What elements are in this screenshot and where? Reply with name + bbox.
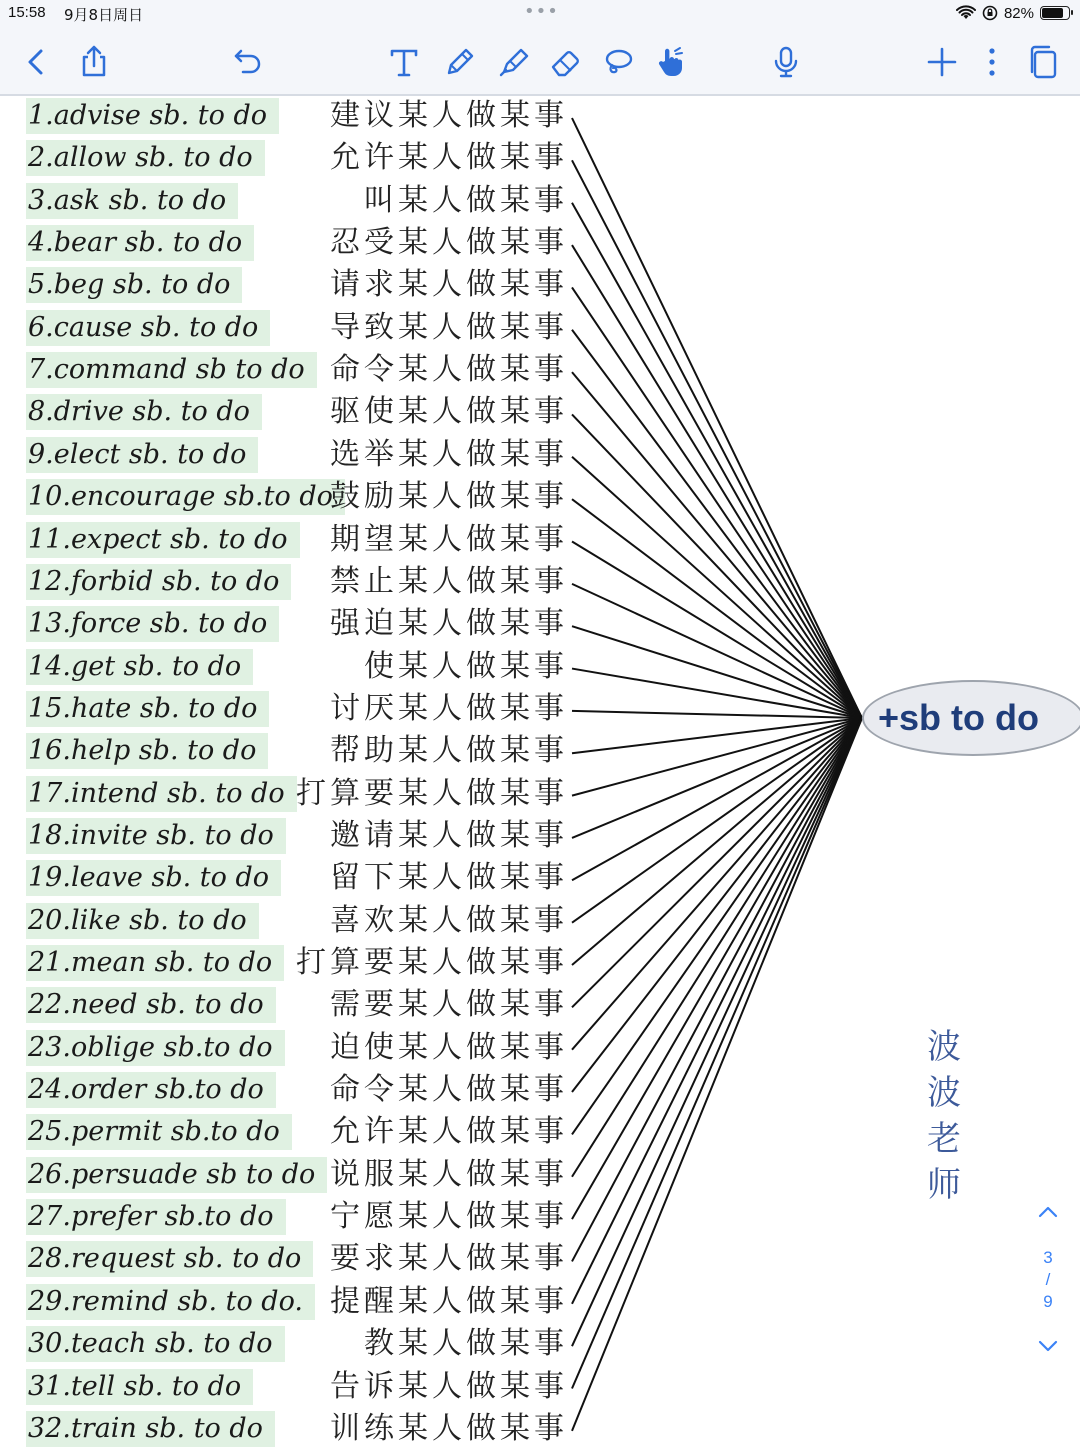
phrase-row bbox=[0, 181, 580, 223]
phrase-row bbox=[0, 858, 580, 900]
page-separator: / bbox=[1045, 1270, 1051, 1289]
phrase-english: 13.force sb. to do bbox=[26, 606, 279, 642]
connector-line bbox=[572, 718, 862, 1007]
phrase-english: 9.elect sb. to do bbox=[26, 437, 258, 473]
phrase-english: 11.expect sb. to do bbox=[26, 522, 300, 558]
phrase-english: 32.train sb. to do bbox=[26, 1411, 275, 1447]
hand-tool-button[interactable] bbox=[650, 42, 690, 82]
phrase-chinese: 喜欢某人做某事 bbox=[330, 902, 568, 938]
phrase-english: 10.encourage sb.to do bbox=[26, 479, 345, 515]
share-button[interactable] bbox=[74, 42, 114, 82]
phrase-english: 25.permit sb.to do bbox=[26, 1114, 292, 1150]
phrase-row bbox=[0, 265, 580, 307]
battery-percent: 82% bbox=[1003, 4, 1034, 22]
phrase-chinese: 驱使某人做某事 bbox=[330, 394, 568, 430]
signature-char: 波 bbox=[927, 1073, 961, 1113]
note-toolbar bbox=[0, 28, 1080, 96]
share-icon bbox=[77, 45, 111, 79]
phrase-english: 23.oblige sb.to do bbox=[26, 1030, 285, 1066]
phrase-chinese: 邀请某人做某事 bbox=[330, 817, 568, 853]
phrase-chinese: 打算要某人做某事 bbox=[296, 945, 568, 980]
phrase-chinese: 说服某人做某事 bbox=[330, 1156, 568, 1192]
current-page: 3 bbox=[1043, 1248, 1053, 1267]
phrase-row bbox=[0, 1070, 580, 1112]
phrase-english: 24.order sb.to do bbox=[26, 1072, 276, 1108]
phrase-english: 21.mean sb. to do bbox=[26, 945, 284, 981]
connector-line bbox=[572, 718, 862, 965]
connector-line bbox=[572, 330, 862, 718]
phrase-row bbox=[0, 1409, 580, 1451]
phrase-english: 22.need sb. to do bbox=[26, 987, 276, 1023]
chevron-down-icon[interactable] bbox=[1034, 1332, 1062, 1360]
connector-line bbox=[572, 718, 862, 1346]
pages-icon bbox=[1027, 45, 1061, 79]
phrase-row bbox=[0, 943, 580, 985]
phrase-chinese: 需要某人做某事 bbox=[330, 987, 568, 1023]
phrase-english: 19.leave sb. to do bbox=[26, 860, 281, 896]
pen-tool-button[interactable] bbox=[440, 42, 480, 82]
phrase-chinese: 留下某人做某事 bbox=[330, 860, 568, 896]
phrase-chinese: 要求某人做某事 bbox=[330, 1241, 568, 1277]
phrase-row bbox=[0, 308, 580, 350]
pen-icon bbox=[443, 45, 477, 79]
phrase-row bbox=[0, 223, 580, 265]
phrase-english: 7.command sb to do bbox=[26, 352, 317, 388]
phrase-english: 27.prefer sb.to do bbox=[26, 1199, 286, 1235]
phrase-row bbox=[0, 1367, 580, 1409]
phrase-row bbox=[0, 689, 580, 731]
total-pages: 9 bbox=[1043, 1292, 1053, 1311]
phrase-english: 8.drive sb. to do bbox=[26, 394, 262, 430]
add-button[interactable] bbox=[922, 42, 962, 82]
phrase-row bbox=[0, 477, 580, 519]
phrase-chinese: 迫使某人做某事 bbox=[330, 1029, 568, 1065]
phrase-row bbox=[0, 816, 580, 858]
wifi-icon bbox=[956, 5, 976, 21]
phrase-english: 12.forbid sb. to do bbox=[26, 564, 291, 600]
highlighter-tool-button[interactable] bbox=[494, 42, 534, 82]
pages-button[interactable] bbox=[1024, 42, 1064, 82]
signature-char: 波 bbox=[927, 1027, 961, 1067]
phrase-english: 31.tell sb. to do bbox=[26, 1369, 253, 1405]
phrase-chinese: 允许某人做某事 bbox=[330, 140, 568, 176]
phrase-row bbox=[0, 138, 580, 180]
phrase-row bbox=[0, 647, 580, 689]
connector-line bbox=[572, 718, 862, 1177]
phrase-row bbox=[0, 1112, 580, 1154]
phrase-row bbox=[0, 901, 580, 943]
phrase-english: 2.allow sb. to do bbox=[26, 140, 265, 176]
connector-line bbox=[572, 669, 862, 718]
phrase-row bbox=[0, 435, 580, 477]
phrase-english: 18.invite sb. to do bbox=[26, 818, 286, 854]
lasso-tool-button[interactable] bbox=[598, 42, 638, 82]
phrase-chinese: 帮助某人做某事 bbox=[330, 733, 568, 769]
lasso-icon bbox=[601, 45, 635, 79]
phrase-chinese: 训练某人做某事 bbox=[330, 1410, 568, 1446]
connector-line bbox=[572, 457, 862, 718]
note-page[interactable] bbox=[0, 96, 1080, 1446]
phrase-english: 26.persuade sb to do bbox=[26, 1157, 327, 1193]
connector-line bbox=[572, 718, 862, 1389]
undo-icon bbox=[231, 45, 265, 79]
phrase-row bbox=[0, 96, 580, 138]
highlighter-icon bbox=[497, 45, 531, 79]
more-icon bbox=[975, 45, 1009, 79]
phrase-chinese: 叫某人做某事 bbox=[364, 182, 568, 218]
phrase-row bbox=[0, 1324, 580, 1366]
phrase-chinese: 禁止某人做某事 bbox=[330, 563, 568, 599]
phrase-english: 17.intend sb. to do bbox=[26, 776, 297, 812]
phrase-row bbox=[0, 562, 580, 604]
lock-rotation-icon bbox=[982, 5, 998, 21]
phrase-row bbox=[0, 1028, 580, 1070]
phrase-chinese: 选举某人做某事 bbox=[330, 436, 568, 472]
phrase-chinese: 宁愿某人做某事 bbox=[330, 1199, 568, 1235]
phrase-chinese: 命令某人做某事 bbox=[330, 352, 568, 388]
phrase-english: 1.advise sb. to do bbox=[26, 98, 279, 134]
phrase-chinese: 提醒某人做某事 bbox=[330, 1283, 568, 1319]
signature-char: 师 bbox=[927, 1165, 961, 1205]
author-signature bbox=[922, 1024, 966, 1208]
connector-line bbox=[572, 718, 862, 1304]
phrase-chinese: 讨厌某人做某事 bbox=[330, 690, 568, 726]
battery-icon bbox=[1040, 6, 1070, 20]
status-time: 15:58 bbox=[8, 4, 46, 21]
connector-line bbox=[572, 160, 862, 718]
phrase-row bbox=[0, 985, 580, 1027]
phrase-english: 15.hate sb. to do bbox=[26, 691, 269, 727]
phrase-english: 4.bear sb. to do bbox=[26, 225, 254, 261]
microphone-button[interactable] bbox=[766, 42, 806, 82]
phrase-row bbox=[0, 604, 580, 646]
phrase-chinese: 请求某人做某事 bbox=[330, 267, 568, 303]
chevron-up-icon[interactable] bbox=[1034, 1198, 1062, 1226]
phrase-english: 20.like sb. to do bbox=[26, 903, 259, 939]
phrase-chinese: 鼓励某人做某事 bbox=[330, 479, 568, 515]
add-icon bbox=[925, 45, 959, 79]
connector-line bbox=[572, 711, 862, 718]
connector-line bbox=[572, 584, 862, 718]
phrase-chinese: 导致某人做某事 bbox=[330, 309, 568, 345]
phrase-row bbox=[0, 774, 580, 816]
center-label: +sb to do bbox=[878, 697, 1039, 738]
multitasking-dots-icon[interactable]: ••• bbox=[524, 1, 559, 22]
phrase-chinese: 命令某人做某事 bbox=[330, 1072, 568, 1108]
phrase-chinese: 忍受某人做某事 bbox=[330, 225, 568, 261]
phrase-english: 30.teach sb. to do bbox=[26, 1326, 285, 1362]
phrase-row bbox=[0, 350, 580, 392]
phrase-chinese: 告诉某人做某事 bbox=[330, 1368, 568, 1404]
phrase-english: 28.request sb. to do bbox=[26, 1241, 313, 1277]
phrase-chinese: 建议某人做某事 bbox=[330, 98, 568, 133]
phrase-chinese: 允许某人做某事 bbox=[330, 1114, 568, 1150]
phrase-english: 29.remind sb. to do. bbox=[26, 1284, 315, 1320]
phrase-row bbox=[0, 731, 580, 773]
status-date: 9月8日周日 bbox=[64, 6, 144, 24]
hand-pointer-icon bbox=[653, 45, 687, 79]
eraser-tool-button[interactable] bbox=[546, 42, 586, 82]
phrase-chinese: 教某人做某事 bbox=[364, 1326, 568, 1362]
phrase-english: 14.get sb. to do bbox=[26, 649, 253, 685]
connector-line bbox=[572, 245, 862, 718]
back-icon bbox=[19, 45, 53, 79]
phrase-row bbox=[0, 1239, 580, 1281]
connector-line bbox=[572, 499, 862, 718]
connector-line bbox=[572, 372, 862, 718]
center-bubble bbox=[862, 680, 1080, 756]
status-indicators bbox=[956, 3, 1070, 23]
status-bar bbox=[0, 0, 1080, 28]
phrase-english: 6.cause sb. to do bbox=[26, 310, 270, 346]
phrase-row bbox=[0, 1197, 580, 1239]
text-tool-icon bbox=[387, 45, 421, 79]
connector-line bbox=[572, 718, 862, 1431]
phrase-english: 5.beg sb. to do bbox=[26, 267, 242, 303]
phrase-english: 3.ask sb. to do bbox=[26, 183, 238, 219]
connector-line bbox=[572, 287, 862, 718]
microphone-icon bbox=[769, 45, 803, 79]
signature-char: 老 bbox=[927, 1119, 961, 1159]
phrase-chinese: 期望某人做某事 bbox=[330, 521, 568, 557]
phrase-chinese: 打算要某人做某事 bbox=[296, 775, 568, 811]
phrase-row bbox=[0, 1282, 580, 1324]
more-options-button[interactable] bbox=[972, 42, 1012, 82]
connector-line bbox=[572, 718, 862, 1219]
phrase-row bbox=[0, 1155, 580, 1197]
page-navigator bbox=[1028, 1198, 1068, 1368]
undo-button[interactable] bbox=[228, 42, 268, 82]
connector-line bbox=[572, 718, 862, 1050]
connector-line bbox=[572, 118, 862, 718]
phrase-chinese: 强迫某人做某事 bbox=[330, 606, 568, 642]
phrase-row bbox=[0, 520, 580, 562]
phrase-chinese: 使某人做某事 bbox=[364, 648, 568, 684]
eraser-icon bbox=[549, 45, 583, 79]
back-button[interactable] bbox=[16, 42, 56, 82]
phrase-english: 16.help sb. to do bbox=[26, 733, 268, 769]
connector-line bbox=[572, 718, 862, 1092]
connector-line bbox=[572, 718, 862, 796]
text-tool-button[interactable] bbox=[384, 42, 424, 82]
phrase-row bbox=[0, 392, 580, 434]
